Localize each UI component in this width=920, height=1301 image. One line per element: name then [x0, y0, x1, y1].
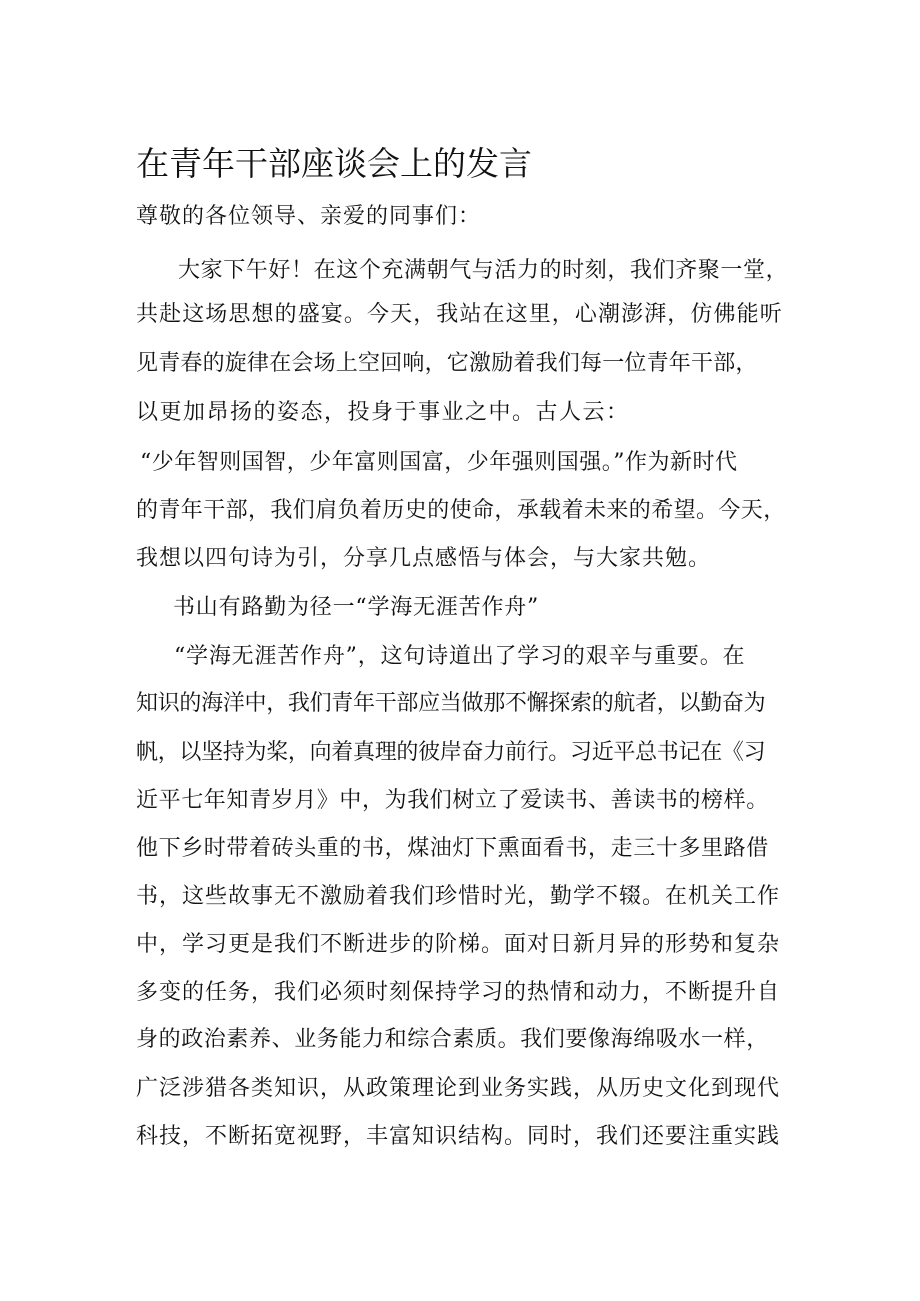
body-line: 身的政治素养、业务能力和综合素质。我们要像海绵吸水一样，	[136, 1027, 769, 1052]
body-line: 中，学习更是我们不断进步的阶梯。面对日新月异的形势和复杂	[136, 932, 781, 957]
body-line: 大家下午好！在这个充满朝气与活力的时刻，我们齐聚一堂，	[178, 258, 789, 283]
body-line: 近平七年知青岁月》中，为我们树立了爱读书、善读书的榜样。	[136, 788, 769, 813]
body-line: 共赴这场思想的盛宴。今天，我站在这里，心潮澎湃，仿佛能听	[136, 302, 783, 327]
body-line: 广泛涉猎各类知识，从政策理论到业务实践，从历史文化到现代	[136, 1076, 781, 1101]
body-line: 帆，以坚持为桨，向着真理的彼岸奋力前行。习近平总书记在《习	[136, 740, 766, 765]
page-title: 在青年干部座谈会上的发言	[136, 144, 532, 183]
body-line: 书，这些故事无不激励着我们珍惜时光，勤学不辍。在机关工作	[136, 884, 781, 909]
salutation: 尊敬的各位领导、亲爱的同事们：	[136, 204, 482, 229]
body-line: 见青春的旋律在会场上空回响，它激励着我们每一位青年干部，	[136, 351, 758, 376]
body-line: 他下乡时带着砖头重的书，煤油灯下熏面看书，走三十多里路借	[136, 836, 769, 861]
body-line: 以更加昂扬的姿态，投身于事业之中。古人云：	[136, 400, 630, 425]
section-heading: 书山有路勤为径一“学海无涯苦作舟”	[173, 595, 540, 620]
body-line: 知识的海洋中，我们青年干部应当做那不懈探索的航者，以勤奋为	[136, 691, 766, 716]
body-line: 的青年干部，我们肩负着历史的使命，承载着未来的希望。今天，	[136, 498, 786, 523]
body-line: 我想以四句诗为引，分享几点感悟与体会，与大家共勉。	[136, 546, 712, 571]
body-line: 科技，不断拓宽视野，丰富知识结构。同时，我们还要注重实践	[136, 1124, 781, 1149]
body-line: “少年智则国智，少年富则国富，少年强则国强。”作为新时代	[140, 450, 738, 475]
body-line: “学海无涯苦作舟”，这句诗道出了学习的艰辛与重要。在	[174, 644, 746, 669]
body-line: 多变的任务，我们必须时刻保持学习的热情和动力，不断提升自	[136, 980, 781, 1005]
